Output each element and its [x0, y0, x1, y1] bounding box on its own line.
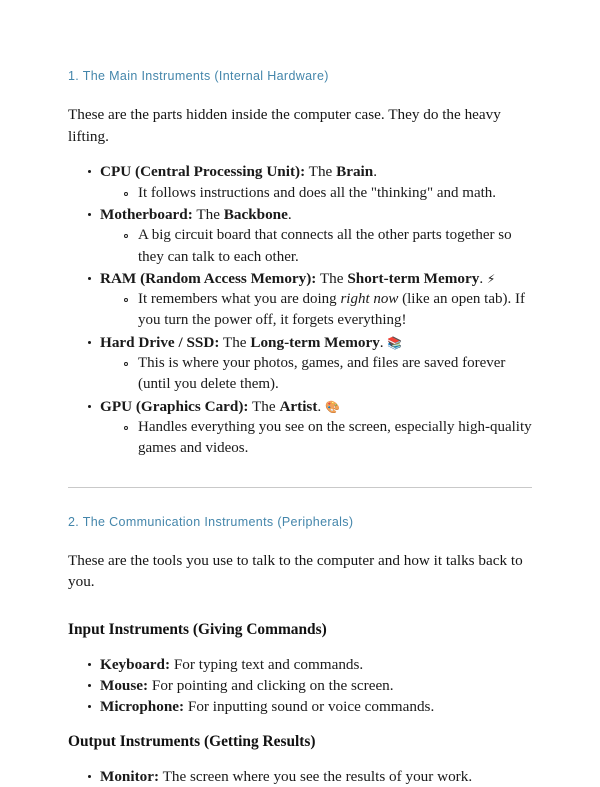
section-heading-communication-instruments: 2. The Communication Instruments (Peripherals) — [68, 515, 354, 530]
list-item-mouse-term: Mouse: — [100, 677, 149, 695]
list-item-microphone — [68, 696, 532, 717]
list-item-keyboard-term: Keyboard: — [100, 655, 171, 673]
list-item-gpu-mid: The — [248, 397, 280, 415]
list-item-motherboard-tail: . — [287, 205, 292, 223]
sublist-cpu — [100, 183, 532, 204]
sublist-ram — [100, 289, 532, 332]
list-item-gpu-line — [100, 396, 532, 417]
list-item-ram-term: RAM (Random Access Memory): — [100, 269, 317, 287]
list-item-keyboard — [68, 654, 532, 675]
sublist-item-ram-italic: right now — [340, 291, 399, 308]
hardware-list — [68, 161, 532, 459]
sublist-item-cpu-detail: It follows instructions and does all the "thinking" and math. — [100, 183, 532, 204]
list-item-hard-drive-emphasis: Long-term Memory — [250, 333, 380, 351]
list-item-hard-drive-term: Hard Drive / SSD: — [100, 333, 220, 351]
list-item-mouse-rest: For pointing and clicking on the screen. — [148, 677, 394, 695]
list-item-motherboard-mid: The — [192, 205, 224, 223]
list-item-cpu — [68, 161, 532, 204]
sublist-hard-drive — [100, 353, 532, 396]
section2-intro-paragraph: These are the tools you use to talk to the computer and how it talks back to you. — [68, 551, 523, 591]
sublist-item-motherboard-detail: A big circuit board that connects all the other parts together so they can talk to each other. — [100, 225, 532, 268]
list-item-gpu-term: GPU (Graphics Card): — [100, 397, 249, 415]
list-item-motherboard-line — [100, 204, 532, 225]
list-item-cpu-tail: . — [373, 163, 378, 181]
section-divider — [68, 487, 532, 488]
output-instruments-list — [68, 766, 532, 787]
sublist-item-ram-post: (like an open tab). If you turn the power off, it forgets everything! — [138, 291, 525, 329]
sublist-motherboard — [100, 225, 532, 268]
list-item-ram-tail: . — [479, 269, 487, 287]
list-item-monitor-term: Monitor: — [100, 767, 160, 785]
list-item-keyboard-rest: For typing text and commands. — [170, 655, 364, 673]
list-item-microphone-rest: For inputting sound or voice commands. — [184, 698, 435, 716]
list-item-mouse — [68, 675, 532, 696]
list-item-motherboard-emphasis: Backbone — [223, 205, 288, 223]
sublist-item-hard-drive-detail: This is where your photos, games, and files are saved forever (until you delete them). — [100, 353, 532, 396]
sublist-item-ram-detail — [100, 289, 532, 332]
list-item-hard-drive — [68, 332, 532, 396]
sublist-item-gpu-detail: Handles everything you see on the screen, especially high-quality games and videos. — [100, 417, 532, 460]
list-item-gpu-emphasis: Artist — [279, 397, 318, 415]
section-heading-main-instruments: 1. The Main Instruments (Internal Hardware) — [68, 69, 329, 83]
list-item-ram-mid: The — [316, 269, 348, 287]
lightning-bolt-emoji: ⚡ — [486, 271, 496, 286]
list-item-hard-drive-line — [100, 332, 532, 353]
list-item-monitor-rest: The screen where you see the results of your work. — [159, 767, 473, 785]
sublist-item-ram-pre: It remembers what you are doing — [138, 291, 341, 308]
list-item-ram — [68, 268, 532, 332]
list-item-cpu-mid: The — [305, 163, 337, 181]
sub-heading-output-instruments: Output Instruments (Getting Results) — [68, 732, 316, 750]
list-item-microphone-term: Microphone: — [100, 698, 185, 716]
list-item-gpu — [68, 396, 532, 460]
list-item-hard-drive-mid: The — [219, 333, 251, 351]
list-item-motherboard — [68, 204, 532, 268]
spacer-before-input-heading — [68, 607, 532, 620]
list-item-ram-line — [100, 268, 532, 289]
input-instruments-list — [68, 654, 532, 718]
list-item-gpu-tail: . — [317, 397, 325, 415]
list-item-ram-emphasis: Short-term Memory — [347, 269, 480, 287]
list-item-cpu-line — [100, 161, 532, 182]
list-item-cpu-emphasis: Brain — [336, 163, 374, 181]
books-emoji: 📚 — [387, 335, 403, 350]
sublist-gpu — [100, 417, 532, 460]
artist-palette-emoji: 🎨 — [325, 399, 340, 414]
sub-heading-input-instruments: Input Instruments (Giving Commands) — [68, 620, 327, 638]
list-item-monitor — [68, 766, 532, 787]
list-item-motherboard-term: Motherboard: — [100, 205, 193, 223]
list-item-hard-drive-tail: . — [379, 333, 388, 351]
list-item-cpu-term: CPU (Central Processing Unit): — [100, 163, 306, 181]
spacer-before-output-heading — [68, 718, 532, 732]
section1-intro-paragraph: These are the parts hidden inside the computer case. They do the heavy lifting. — [68, 106, 501, 145]
